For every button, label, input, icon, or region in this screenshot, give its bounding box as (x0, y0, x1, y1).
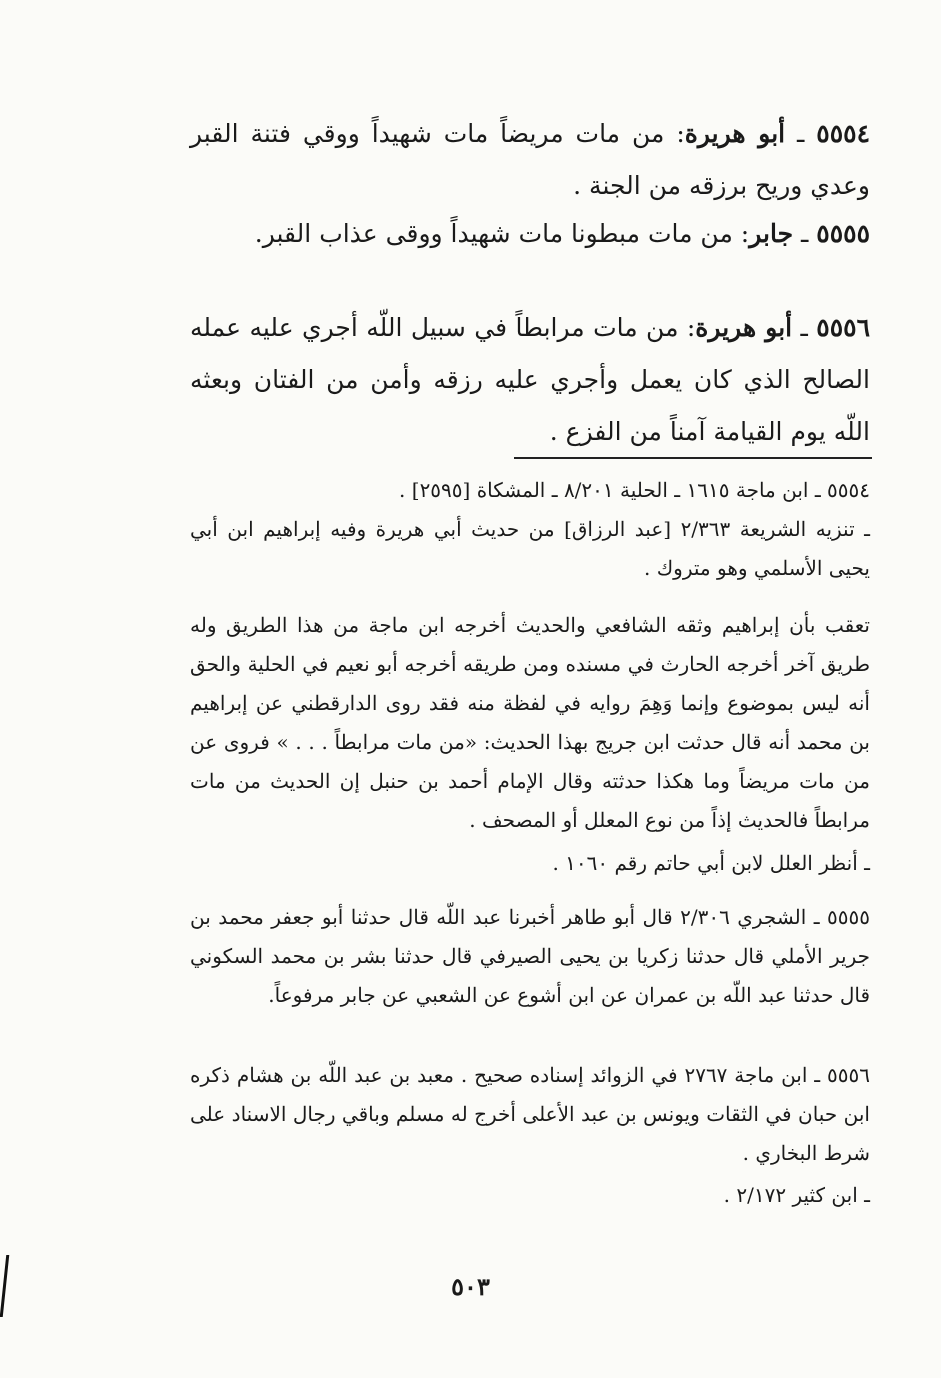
entry-number: ٥٥٥٤ (816, 119, 871, 148)
entry-text: : من مات مرابطاً في سبيل اللّه أجري عليه عمله الصالح الذي كان يعمل وأجري عليه رزقه وأمن من الفتان وبعثه اللّه يوم القيامة آمناً من الفزع . (190, 313, 870, 446)
footnote-5556-ibn-kathir: ـ ابن كثير ٢/١٧٢ . (723, 1183, 870, 1207)
entry-separator: ـ (793, 219, 817, 248)
entry-separator: ـ (792, 313, 817, 342)
entry-number: ٥٥٥٦ (816, 313, 870, 342)
hadith-entry-5556 (190, 302, 870, 458)
footnote-5554-sources: ٥٥٥٤ ـ ابن ماجة ١٦١٥ ـ الحلية ٨/٢٠١ ـ المشكاة [٢٥٩٥] . (399, 478, 870, 502)
entry-text: : من مات مريضاً مات شهيداً ووقي فتنة القبر وعدي وريح برزقه من الجنة . (190, 119, 870, 200)
entry-narrator: أبو هريرة (695, 313, 793, 342)
footnote-5554-ilal: ـ أنظر العلل لابن أبي حاتم رقم ١٠٦٠ . (552, 851, 870, 875)
footnote-5554-tanzih: ـ تنزيه الشريعة ٢/٣٦٣ [عبد الرزاق] من حديث أبي هريرة وفيه إبراهيم ابن أبي يحيى الأسلمي وهو متروك . (190, 517, 870, 580)
footnote-5554-commentary: تعقب بأن إبراهيم وثقه الشافعي والحديث أخرجه ابن ماجة من هذا الطريق وله طريق آخر أخرجه الحارث في مسنده ومن طريقه أخرجه أبو نعيم في الحلية والحق أنه ليس بموضوع وإنما وَهِمَ روايه في لفظة منه فقد روى الدارقطني عن إبراهيم بن محمد أنه قال حدثت ابن جريج بهذا الحديث: «من مات مرابطاً . . . » فروى عن من مات مريضاً وما هكذا حدثته وقال الإمام أحمد بن حنبل إن الحديث من مات مرابطاً فالحديث إذاً من نوع المعلل أو المصحف . (190, 613, 870, 832)
entry-number: ٥٥٥٥ (816, 219, 870, 248)
hadith-entry-5555 (190, 208, 870, 260)
page-number: ٥٠٣ (451, 1272, 490, 1301)
footnote-divider (514, 457, 872, 459)
footnote-5555: ٥٥٥٥ ـ الشجري ٢/٣٠٦ قال أبو طاهر أخبرنا عبد اللّه قال حدثنا أبو جعفر محمد بن جرير الأملي قال حدثنا زكريا بن يحيى الصيرفي قال حدثنا بشر بن محمد السكوني قال حدثنا عبد اللّه بن عمران عن ابن أشوع عن الشعبي عن جابر مرفوعاً. (190, 905, 870, 1007)
entry-narrator: أبو هريرة (684, 119, 786, 148)
footnote-5556: ٥٥٥٦ ـ ابن ماجة ٢٧٦٧ في الزوائد إسناده صحيح . معبد بن عبد اللّه بن هشام ذكره ابن حبان في الثقات ويونس بن عبد الأعلى أخرج له مسلم وباقي رجال الاسناد على شرط البخاري . (190, 1063, 870, 1165)
entry-text: : من مات مبطونا مات شهيداً ووقى عذاب القبر. (254, 219, 750, 248)
hadith-entry-5554 (190, 108, 870, 212)
entry-narrator: جابر (749, 219, 794, 248)
entry-separator: ـ (785, 119, 817, 148)
